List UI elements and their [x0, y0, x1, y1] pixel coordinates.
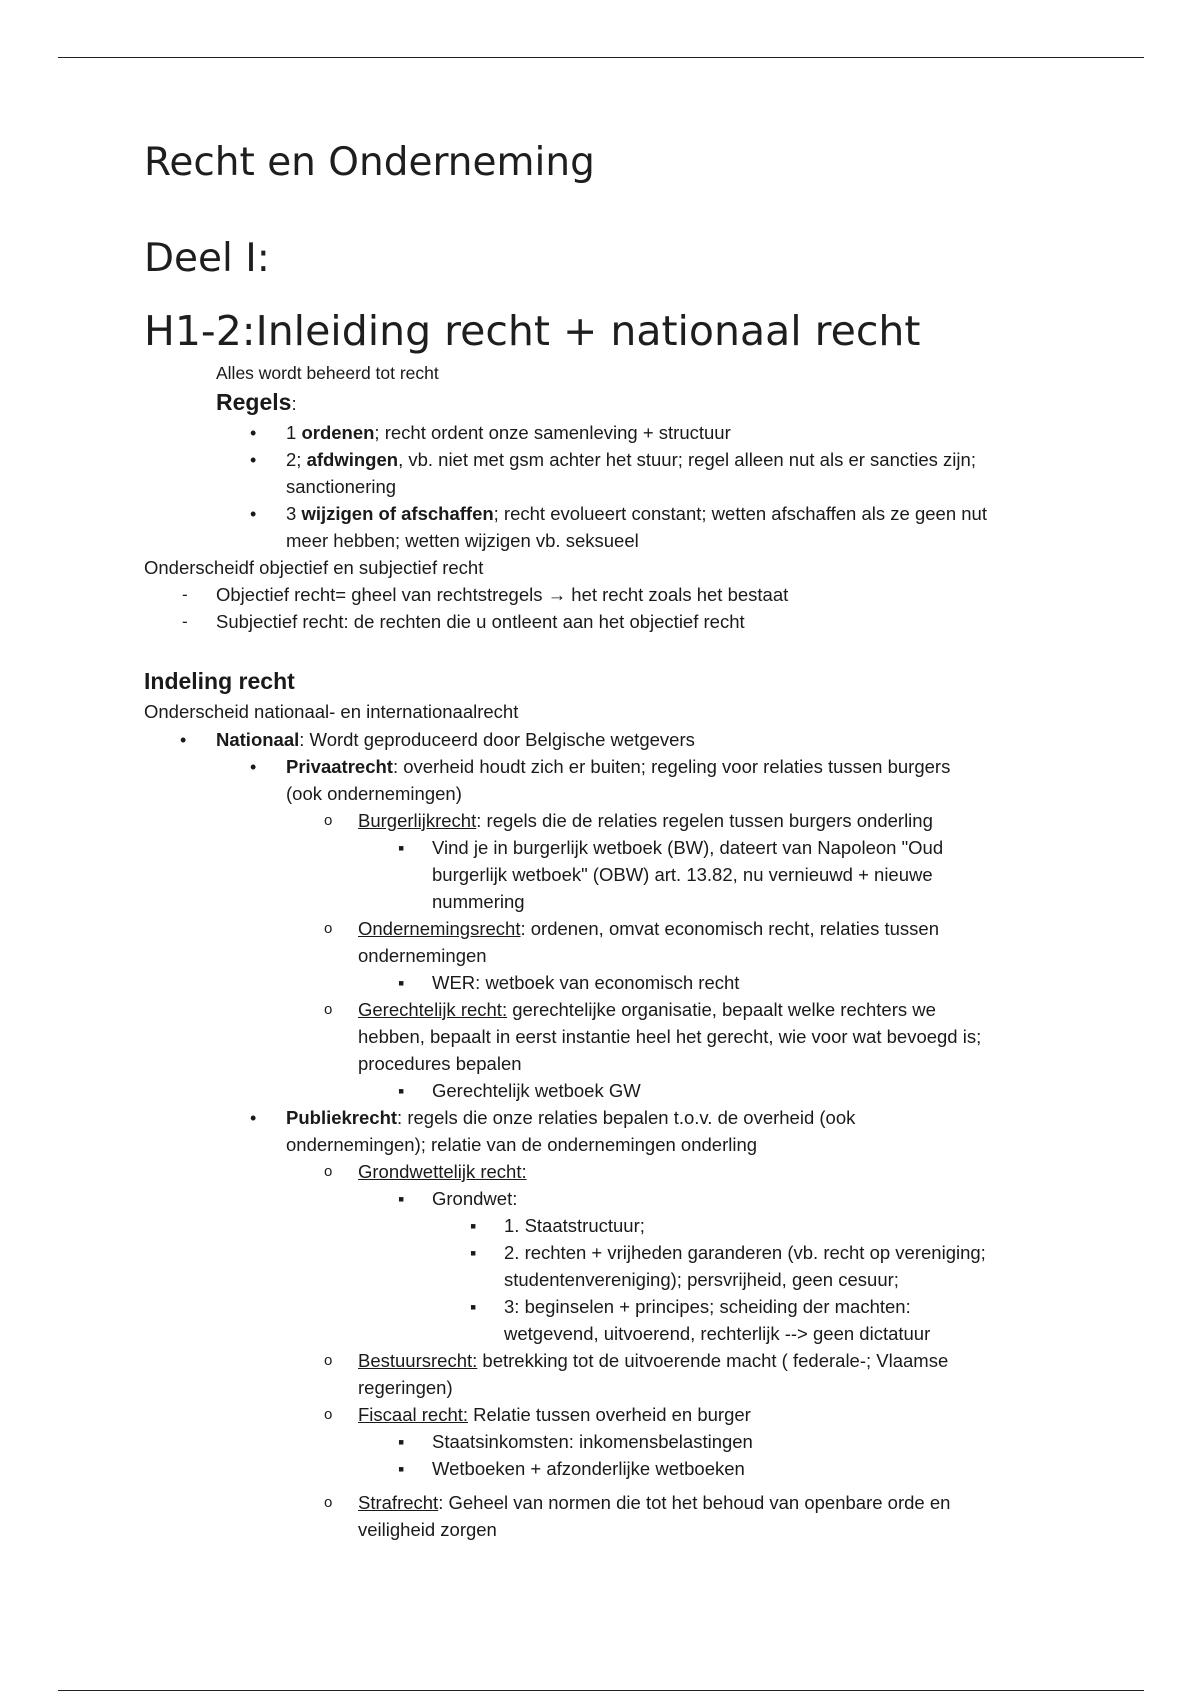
square-marker: ▪: [398, 973, 405, 993]
list-item: Publiekrecht: regels die onze relaties bepalen t.o.v. de overheid (ook: [286, 1107, 856, 1128]
circle-marker: o: [324, 1494, 333, 1511]
dash-marker: -: [182, 612, 188, 631]
list-item: 3 wijzigen of afschaffen; recht evolueert constant; wetten afschaffen als ze geen nut: [286, 503, 987, 524]
list-item-continuation: regeringen): [358, 1377, 453, 1398]
list-item: Burgerlijkrecht: regels die de relaties regelen tussen burgers onderling: [358, 810, 933, 831]
list-item: Grondwettelijk recht:: [358, 1161, 527, 1182]
list-item: Staatsinkomsten: inkomensbelastingen: [432, 1431, 753, 1452]
list-item: 2. rechten + vrijheden garanderen (vb. recht op vereniging;: [504, 1242, 986, 1263]
circle-marker: o: [324, 1352, 333, 1369]
list-item-continuation: hebben, bepaalt in eerst instantie heel het gerecht, wie voor wat bevoegd is;: [358, 1026, 982, 1047]
square-marker: ▪: [398, 838, 405, 858]
list-item-continuation: nummering: [432, 891, 525, 912]
square-marker: ▪: [398, 1459, 405, 1479]
indeling-subheading: Onderscheid nationaal- en internationaalrecht: [144, 701, 519, 722]
list-item-continuation: veiligheid zorgen: [358, 1519, 497, 1540]
list-item-continuation: (ook ondernemingen): [286, 783, 462, 804]
dash-marker: -: [182, 585, 188, 604]
list-item-continuation: wetgevend, uitvoerend, rechterlijk --> geen dictatuur: [504, 1323, 931, 1344]
list-item: Bestuursrecht: betrekking tot de uitvoerende macht ( federale-; Vlaamse: [358, 1350, 949, 1371]
bullet-marker: •: [250, 423, 257, 443]
list-item-continuation: procedures bepalen: [358, 1053, 522, 1074]
list-item: Gerechtelijk recht: gerechtelijke organisatie, bepaalt welke rechters we: [358, 999, 936, 1020]
list-item: Fiscaal recht: Relatie tussen overheid en burger: [358, 1404, 751, 1425]
list-item: Objectief recht= gheel van rechtstregels → het recht zoals het bestaat: [216, 584, 789, 605]
indeling-heading: Indeling recht: [144, 668, 295, 694]
list-item-continuation: studentenvereniging); persvrijheid, geen cesuur;: [504, 1269, 899, 1290]
top-rule: [58, 57, 1144, 58]
circle-marker: o: [324, 1406, 333, 1423]
list-item: Strafrecht: Geheel van normen die tot het behoud van openbare orde en: [358, 1492, 951, 1513]
square-marker: ▪: [398, 1432, 405, 1452]
list-item: 2; afdwingen, vb. niet met gsm achter het stuur; regel alleen nut als er sancties zijn;: [286, 449, 976, 470]
square-marker: ▪: [398, 1081, 405, 1101]
onderscheid-heading: Onderscheidf objectief en subjectief recht: [144, 557, 484, 578]
intro-line: Alles wordt beheerd tot recht: [216, 363, 439, 383]
list-item: WER: wetboek van economisch recht: [432, 972, 740, 993]
bullet-marker: •: [250, 450, 257, 470]
bullet-marker: •: [180, 730, 187, 750]
bullet-marker: •: [250, 757, 257, 777]
list-item: Gerechtelijk wetboek GW: [432, 1080, 641, 1101]
bottom-rule: [58, 1690, 1144, 1691]
list-item: 3: beginselen + principes; scheiding der machten:: [504, 1296, 911, 1317]
list-item: Grondwet:: [432, 1188, 518, 1209]
bullet-marker: •: [250, 504, 257, 524]
list-item: Nationaal: Wordt geproduceerd door Belgische wetgevers: [216, 729, 695, 750]
bullet-marker: •: [250, 1108, 257, 1128]
circle-marker: o: [324, 812, 333, 829]
list-item: Subjectief recht: de rechten die u ontleent aan het objectief recht: [216, 611, 745, 632]
circle-marker: o: [324, 1163, 333, 1180]
list-item-continuation: ondernemingen); relatie van de ondernemingen onderling: [286, 1134, 758, 1155]
part-heading: Deel I:: [144, 236, 270, 281]
chapter-heading: H1-2:Inleiding recht + nationaal recht: [144, 307, 921, 355]
list-item-continuation: ondernemingen: [358, 945, 487, 966]
list-item: Ondernemingsrecht: ordenen, omvat economisch recht, relaties tussen: [358, 918, 940, 939]
square-marker: ▪: [398, 1189, 405, 1209]
square-marker: ▪: [470, 1216, 477, 1236]
list-item-continuation: sanctionering: [286, 476, 397, 497]
list-item-continuation: meer hebben; wetten wijzigen vb. seksueel: [286, 530, 639, 551]
square-marker: ▪: [470, 1297, 477, 1317]
regels-heading: Regels:: [216, 389, 297, 415]
list-item: Vind je in burgerlijk wetboek (BW), dateert van Napoleon "Oud: [432, 837, 944, 858]
arrow-right-icon: →: [547, 584, 567, 605]
list-item: Privaatrecht: overheid houdt zich er buiten; regeling voor relaties tussen burgers: [286, 756, 951, 777]
list-item-continuation: burgerlijk wetboek" (OBW) art. 13.82, nu vernieuwd + nieuwe: [432, 864, 933, 885]
list-item: Wetboeken + afzonderlijke wetboeken: [432, 1458, 745, 1479]
circle-marker: o: [324, 920, 333, 937]
circle-marker: o: [324, 1001, 333, 1018]
document-title: Recht en Onderneming: [144, 140, 595, 185]
list-item: 1 ordenen; recht ordent onze samenleving + structuur: [286, 422, 731, 443]
square-marker: ▪: [470, 1243, 477, 1263]
list-item: 1. Staatstructuur;: [504, 1215, 645, 1236]
